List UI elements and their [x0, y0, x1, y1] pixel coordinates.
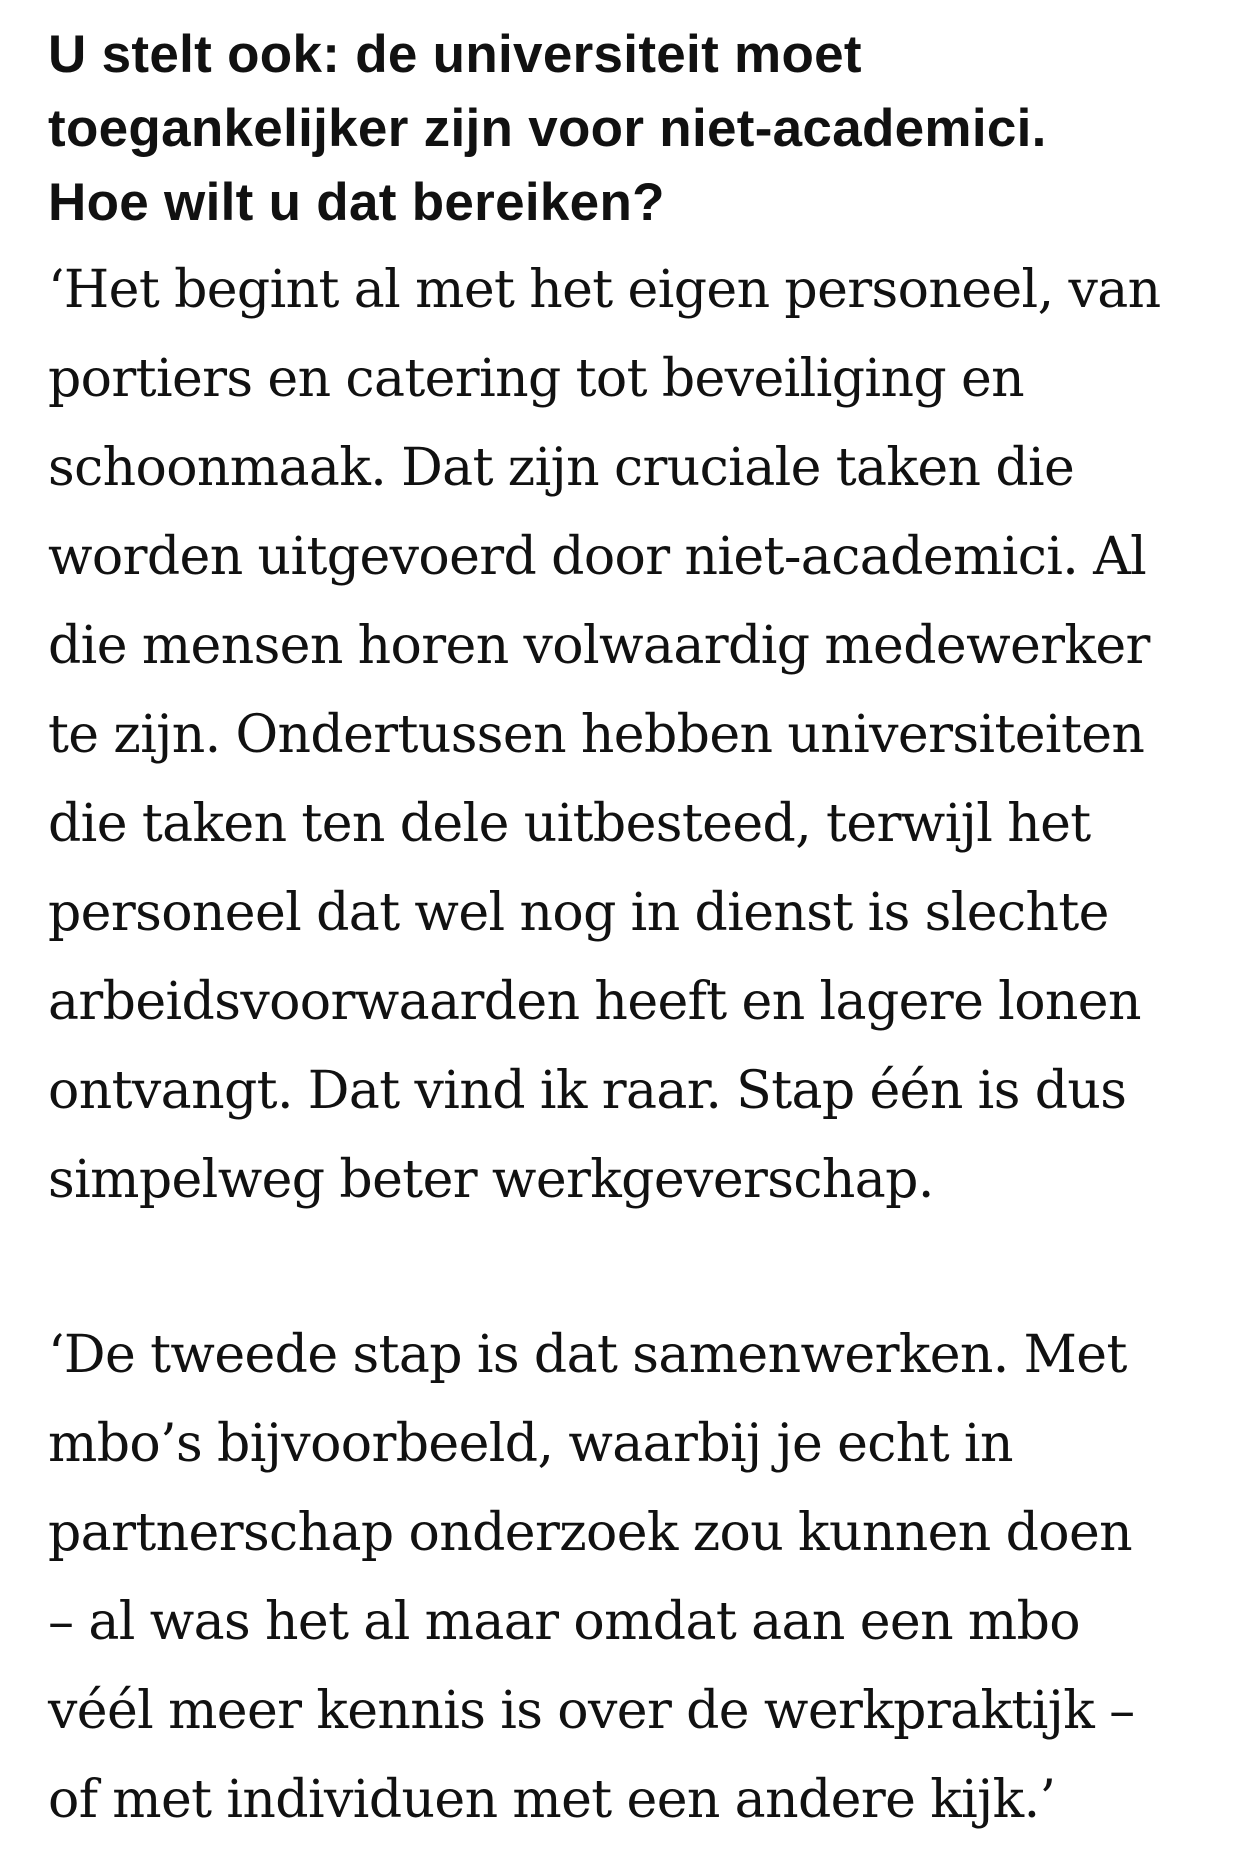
paragraph-line: die mensen horen volwaardig medewerker [48, 616, 1150, 676]
paragraph-line: véél meer kennis is over de werkpraktijk – [48, 1681, 1135, 1741]
paragraph-line: ‘Het begint al met het eigen personeel, van [48, 260, 1161, 320]
paragraph-line: portiers en catering tot beveiliging en [48, 349, 1025, 409]
paragraph-line: schoonmaak. Dat zijn cruciale taken die [48, 438, 1075, 498]
answer-paragraph-2 [48, 1311, 1208, 1845]
paragraph-line: ‘De tweede stap is dat samenwerken. Met [48, 1325, 1127, 1385]
paragraph-line: die taken ten dele uitbesteed, terwijl het [48, 794, 1091, 854]
question-line: U stelt ook: de universiteit moet [48, 25, 862, 84]
paragraph-line: arbeidsvoorwaarden heeft en lagere lonen [48, 972, 1141, 1032]
paragraph-line: worden uitgevoerd door niet-academici. Al [48, 527, 1147, 587]
question-line: toegankelijker zijn voor niet-academici. [48, 99, 1047, 158]
paragraph-line: personeel dat wel nog in dienst is slechte [48, 883, 1109, 943]
question-line: Hoe wilt u dat bereiken? [48, 173, 665, 232]
paragraph-line: – al was het al maar omdat aan een mbo [48, 1592, 1080, 1652]
paragraph-line: te zijn. Ondertussen hebben universiteiten [48, 705, 1145, 765]
paragraph-line: of met individuen met een andere kijk.’ [48, 1770, 1056, 1830]
answer-paragraph-1 [48, 246, 1208, 1225]
paragraph-line: mbo’s bijvoorbeeld, waarbij je echt in [48, 1414, 1013, 1474]
article-excerpt [48, 18, 1208, 1845]
interview-question [48, 18, 1208, 240]
paragraph-line: ontvangt. Dat vind ik raar. Stap één is dus [48, 1061, 1127, 1121]
paragraph-line: simpelweg beter werkgeverschap. [48, 1150, 934, 1210]
paragraph-line: partnerschap onderzoek zou kunnen doen [48, 1503, 1133, 1563]
